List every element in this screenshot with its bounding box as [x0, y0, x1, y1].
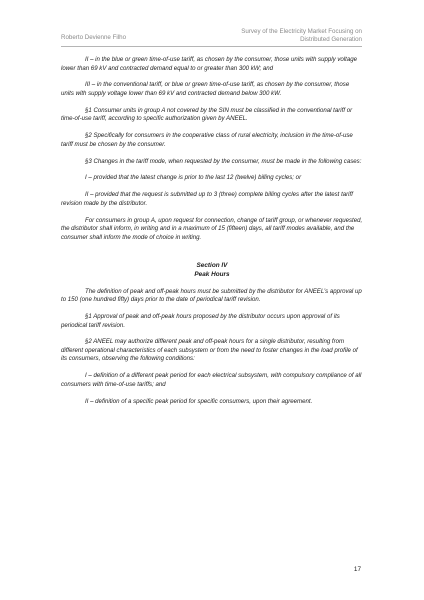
header-title-line-2: Distributed Generation — [300, 36, 362, 43]
paragraph: III – in the conventional tariff, or blue or green time-of-use tariff, as chosen by the consumer, those units with supply voltage lower than 69 kV and contracted demand below 300 kW. — [61, 81, 350, 97]
section-heading — [61, 262, 363, 279]
paragraph: The definition of peak and off-peak hours must be submitted by the distributor for ANEEL’s approval up to 150 (one hundred fifty) days prior to the date of periodical tariff revision. — [61, 287, 362, 304]
page-number: 17 — [353, 566, 361, 573]
paragraph: II – provided that the request is submitted up to 3 (three) complete billing cycles after the latest tariff revision made by the distributor. — [61, 191, 353, 207]
paragraph: §2 ANEEL may authorize different peak and off-peak hours for a single distributor, resulting from different operational characteristics of each subsystem or from the need to foster changes in the load profile of its consumers, observing the following conditions: — [61, 338, 358, 363]
paragraph: §3 Changes in the tariff mode, when requested by the consumer, must be made in the following cases: — [85, 157, 362, 165]
body-text — [61, 56, 363, 415]
paragraph: I – definition of a different peak period for each electrical subsystem, with compulsory compliance of all consumers with time-of-use tariffs; and — [61, 372, 362, 388]
header-divider — [61, 46, 362, 47]
paragraph: II – definition of a specific peak period for specific consumers, upon their agreement. — [85, 397, 313, 405]
header-title — [172, 28, 362, 44]
section-title: Peak Hours — [194, 270, 230, 278]
section-number: Section IV — [196, 262, 228, 270]
paragraph: §1 Consumer units in group A not covered by the SIN must be classified in the conventional tariff or time-of-use tariff, according to specific authorization given by ANEEL. — [61, 106, 353, 123]
paragraph: For consumers in group A, upon request for connection, change of tariff group, or whenever requested, the distributor shall inform, in writing and in a maximum of 15 (fifteen) days, all tariff modes available, and the consumer shall inform the mode of choice in writing. — [61, 216, 363, 241]
paragraph: §1 Approval of peak and off-peak hours proposed by the distributor occurs upon approval of its periodical tariff revision. — [61, 313, 340, 329]
paragraph: I – provided that the latest change is prior to the last 12 (twelve) billing cycles; or — [85, 174, 302, 182]
paragraph: §2 Specifically for consumers in the cooperative class of rural electricity, inclusion in the time-of-use tariff must be chosen by the consumer. — [61, 132, 353, 148]
paragraph: II – in the blue or green time-of-use tariff, as chosen by the consumer, those units with supply voltage lower than 69 kV and contracted demand equal to or greater than 300 kW; and — [61, 56, 357, 72]
header-author: Roberto Devienne Filho — [61, 34, 127, 41]
header-title-line-1: Survey of the Electricity Market Focusing on — [241, 28, 362, 35]
